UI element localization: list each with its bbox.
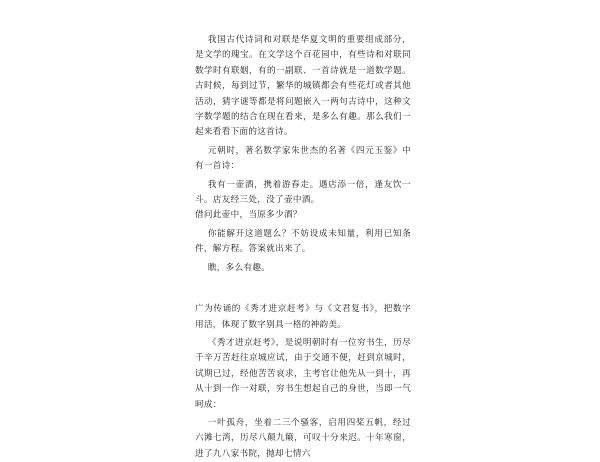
story-paragraph: 《秀才进京赶考》，是说明朝时有一位穷书生，历尽千辛万苦赶往京城应试，由于交通不便，赶到京城时，试期已过，经他苦苦哀求，主考官让他先从一到十，再从十到一作一对联，穷书生想起自己的身世，当即一气呵成： xyxy=(195,337,411,410)
conclusion-paragraph: 瞧，多么有趣。 xyxy=(207,262,271,273)
section-spacer xyxy=(195,276,411,302)
poem-question-paragraph: 借问此壶中，当原多少酒？ xyxy=(195,210,302,221)
couplet-paragraph: 一叶孤舟，坐着二三个骚客，启用四桨五帆，经过六滩七湾，历尽八颠九簸，可叹十分来迟。十年寒窗，进了九八家书院，抛却七情六 xyxy=(195,417,411,459)
section2-intro-paragraph: 广为传诵的《秀才进京赶考》与《文君复书》，把数字用活，体现了数字别具一格的神韵美。 xyxy=(195,304,411,330)
solution-hint-paragraph: 你能解开这道题么？不妨设成未知量，利用已知条件，解方程。答案就出来了。 xyxy=(195,228,411,255)
poem-paragraph: 我有一壶酒，携着游春走。遇店添一倍，逢友饮一斗。店友经三处，没了壶中酒。 xyxy=(195,179,411,206)
article-body xyxy=(195,33,411,462)
poem-intro-paragraph: 元朝时，著名数学家朱世杰的名著《四元玉鉴》中有一首诗： xyxy=(195,145,411,172)
intro-paragraph: 我国古代诗词和对联是华夏文明的重要组成部分，是文学的瑰宝。在文学这个百花园中，有些诗和对联同数学时有联姻，有的一副联、一首诗就是一道数学题。古时候，每到过节，繁华的城镇都会有些花灯或者其他活动，猜字谜等都是将问题嵌入一两句古诗中，这种文字数学题的结合在现在看来，是多么有趣。那么我们一起来看看下面的这首诗。 xyxy=(195,35,411,138)
